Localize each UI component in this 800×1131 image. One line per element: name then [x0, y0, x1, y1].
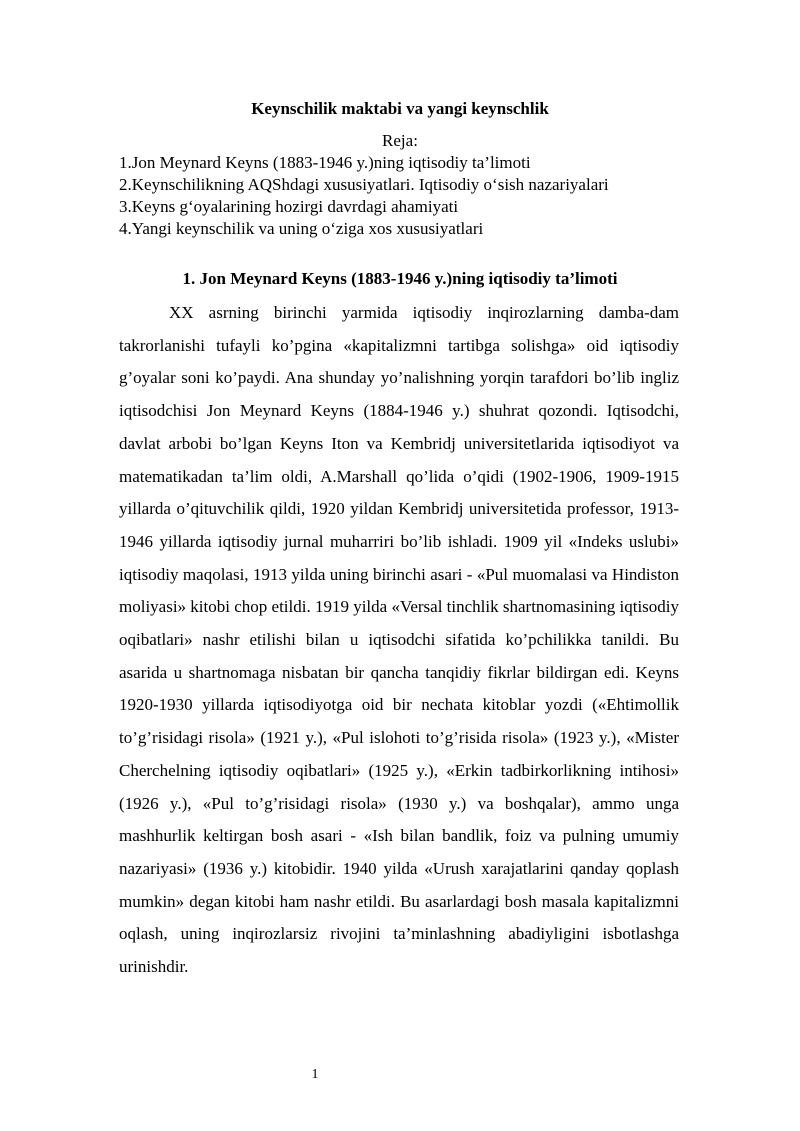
plan-item: 1.Jon Meynard Keyns (1883-1946 y.)ning iqtisodiy ta’limoti [119, 153, 531, 172]
document-title: Keynschilik maktabi va yangi keynschlik [251, 99, 549, 118]
plan-heading: Reja: [382, 131, 418, 150]
plan-item: 4.Yangi keynschilik va uning o‘ziga xos xususiyatlari [119, 219, 484, 238]
section-heading: 1. Jon Meynard Keyns (1883-1946 y.)ning iqtisodiy ta’limoti [182, 269, 618, 288]
plan-item: 2.Keynschilikning AQShdagi xususiyatlari. Iqtisodiy o‘sish nazariyalari [119, 175, 609, 194]
page-number: 1 [311, 1067, 319, 1082]
plan-item: 3.Keyns g‘oyalarining hozirgi davrdagi ahamiyati [119, 197, 459, 216]
plan-list [119, 152, 719, 240]
body-paragraph: XX asrning birinchi yarmida iqtisodiy inqirozlarning damba-dam takrorlanishi tufayli ko’pgina «kapitalizmni tartibga solishga» oid iqtisodiy g’oyalar soni ko’paydi. Ana shunday yo’nalishning yorqin tarafdori bo’lib ingliz iqtisodchisi Jon Meynard Keyns (1884-1946 y.) shuhrat qozondi. Iqtisodchi, davlat arbobi bo’lgan Keyns Iton va Kembridj universitetlarida iqtisodiyot va matematikadan ta’lim oldi, A.Marshall qo’lida o’qidi (1902-1906, 1909-1915 yillarda o’qituvchilik qildi, 1920 yildan Kembridj universitetida professor, 1913-1946 yillarda iqtisodiy jurnal muharriri bo’lib ishladi. 1909 yil «Indeks uslubi» iqtisodiy maqolasi, 1913 yilda uning birinchi asari - «Pul muomalasi va Hindiston moliyasi» kitobi chop etildi. 1919 yilda «Versal tinchlik shartnomasining iqtisodiy oqibatlari» nashr etilishi bilan u iqtisodchi sifatida ko’pchilikka tanildi. Bu asarida u shartnomaga nisbatan bir qancha tanqidiy fikrlar bildirgan edi. Keyns 1920-1930 yillarda iqtisodiyotga oid bir nechata kitoblar yozdi («Ehtimollik to’g’risidagi risola» (1921 y.), «Pul islohoti to’g’risida risola» (1923 y.), «Mister Cherchelning iqtisodiy oqibatlari» (1925 y.), «Erkin tadbirkorlikning intihosi» (1926 y.), «Pul to’g’risidagi risola» (1930 y.) va boshqalar), ammo unga mashhurlik keltirgan bosh asari - «Ish bilan bandlik, foiz va pulning umumiy nazariyasi» (1936 y.) kitobidir. 1940 yilda «Urush xarajatlarini qanday qoplash mumkin» degan kitobi ham nashr etildi. Bu asarlardagi bosh masala kapitalizmni oqlash, uning inqirozlarsiz rivojini ta’minlashning abadiyligini isbotlashga urinishdir. [119, 303, 680, 977]
